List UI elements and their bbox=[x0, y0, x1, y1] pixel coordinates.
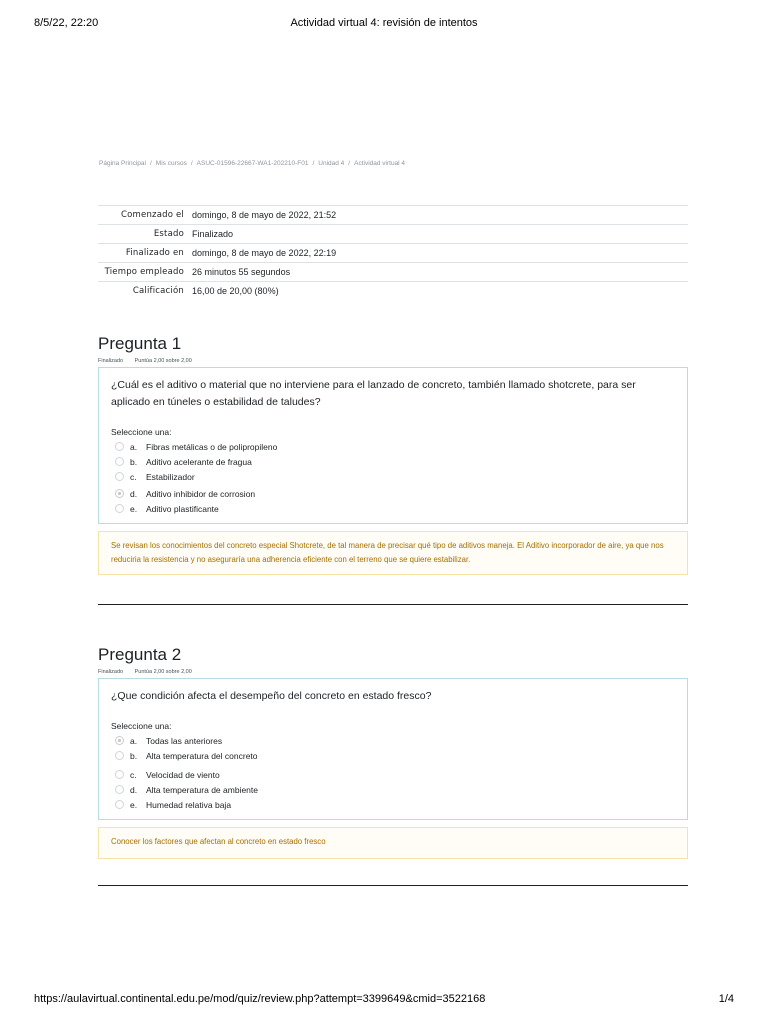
summary-row-time-taken bbox=[98, 263, 688, 282]
answer-prompt: Seleccione una: bbox=[111, 721, 172, 731]
answer-letter: b. bbox=[130, 750, 138, 761]
answer-text: Humedad relativa baja bbox=[146, 799, 232, 810]
question-text: ¿Que condición afecta el desempeño del concreto en estado fresco? bbox=[111, 690, 432, 702]
summary-value: domingo, 8 de mayo de 2022, 21:52 bbox=[192, 210, 337, 220]
answer-letter: d. bbox=[130, 488, 138, 499]
summary-label: Comenzado el bbox=[121, 210, 184, 220]
print-footer bbox=[34, 993, 734, 1007]
radio-button[interactable] bbox=[115, 770, 124, 779]
summary-value: domingo, 8 de mayo de 2022, 22:19 bbox=[192, 248, 337, 258]
breadcrumb-separator: / bbox=[312, 160, 315, 167]
attempt-summary-table bbox=[98, 205, 688, 300]
breadcrumb-activity[interactable]: Actividad virtual 4 bbox=[354, 160, 406, 167]
radio-button[interactable] bbox=[115, 442, 124, 451]
answer-letter: a. bbox=[130, 735, 138, 746]
print-date: 8/5/22, 22:20 bbox=[34, 17, 99, 29]
breadcrumb-separator: / bbox=[190, 160, 193, 167]
answer-option-e[interactable] bbox=[111, 501, 675, 516]
answer-text: Todas las anteriores bbox=[146, 735, 223, 746]
print-header bbox=[34, 17, 734, 31]
question-divider bbox=[98, 885, 688, 886]
summary-row-grade bbox=[98, 282, 688, 301]
answer-letter: a. bbox=[130, 441, 138, 452]
radio-button[interactable] bbox=[115, 800, 124, 809]
answer-text: Aditivo plastificante bbox=[146, 503, 219, 514]
answer-option-b[interactable] bbox=[111, 748, 675, 763]
answer-option-d[interactable] bbox=[111, 782, 675, 797]
print-page-number: 1/4 bbox=[718, 993, 734, 1005]
summary-row-finished bbox=[98, 244, 688, 263]
answer-letter: c. bbox=[130, 769, 137, 780]
summary-label: Calificación bbox=[132, 286, 184, 296]
radio-button[interactable] bbox=[115, 785, 124, 794]
question-status: Finalizado bbox=[98, 669, 124, 675]
answer-text: Velocidad de viento bbox=[146, 769, 220, 780]
answer-text: Alta temperatura de ambiente bbox=[146, 784, 258, 795]
question-content-box bbox=[98, 678, 688, 820]
answer-text: Aditivo inhibidor de corrosion bbox=[146, 488, 256, 499]
answer-letter: e. bbox=[130, 799, 138, 810]
answer-list bbox=[111, 733, 675, 812]
question-text: ¿Cuál es el aditivo o material que no interviene para el lanzado de concreto, también llamado shotcrete, para ser aplicado en túneles o estabilidad de taludes? bbox=[111, 379, 636, 408]
question-divider bbox=[98, 604, 688, 605]
summary-value: 26 minutos 55 segundos bbox=[192, 267, 291, 277]
question-info bbox=[98, 358, 688, 364]
question-score: Puntúa 2,00 sobre 2,00 bbox=[134, 669, 192, 675]
answer-letter: d. bbox=[130, 784, 138, 795]
answer-letter: c. bbox=[130, 471, 137, 482]
general-feedback: Conocer los factores que afectan al concreto en estado fresco bbox=[98, 827, 688, 859]
answer-option-b[interactable] bbox=[111, 454, 675, 469]
breadcrumb-unit[interactable]: Unidad 4 bbox=[318, 160, 345, 167]
answer-letter: e. bbox=[130, 503, 138, 514]
question-content-box bbox=[98, 367, 688, 524]
summary-value: 16,00 de 20,00 (80%) bbox=[192, 286, 279, 296]
summary-label: Estado bbox=[153, 229, 184, 239]
breadcrumb-separator: / bbox=[149, 160, 152, 167]
radio-button[interactable] bbox=[115, 504, 124, 513]
answer-option-e[interactable] bbox=[111, 797, 675, 812]
breadcrumb-course[interactable]: ASUC-01596-22667-WA1-202210-F01 bbox=[196, 160, 309, 167]
answer-text: Aditivo acelerante de fragua bbox=[146, 456, 252, 467]
question-score: Puntúa 2,00 sobre 2,00 bbox=[134, 358, 192, 364]
breadcrumb bbox=[99, 160, 405, 167]
answer-option-c[interactable] bbox=[111, 767, 675, 782]
answer-option-a[interactable] bbox=[111, 733, 675, 748]
answer-list bbox=[111, 439, 675, 516]
question-1 bbox=[98, 334, 688, 575]
answer-text: Alta temperatura del concreto bbox=[146, 750, 258, 761]
radio-button-selected[interactable] bbox=[115, 489, 124, 498]
answer-letter: b. bbox=[130, 456, 138, 467]
answer-prompt: Seleccione una: bbox=[111, 427, 172, 437]
answer-text: Estabilizador bbox=[146, 471, 195, 482]
summary-label: Finalizado en bbox=[125, 248, 184, 258]
radio-button[interactable] bbox=[115, 457, 124, 466]
print-title: Actividad virtual 4: revisión de intentos bbox=[290, 17, 478, 29]
summary-row-started bbox=[98, 206, 688, 225]
question-2 bbox=[98, 645, 688, 859]
radio-button[interactable] bbox=[115, 751, 124, 760]
summary-row-state bbox=[98, 225, 688, 244]
breadcrumb-separator: / bbox=[348, 160, 351, 167]
breadcrumb-my-courses[interactable]: Mis cursos bbox=[155, 160, 187, 167]
answer-option-a[interactable] bbox=[111, 439, 675, 454]
radio-button-selected[interactable] bbox=[115, 736, 124, 745]
radio-button[interactable] bbox=[115, 472, 124, 481]
answer-option-d[interactable] bbox=[111, 486, 675, 501]
question-status: Finalizado bbox=[98, 358, 124, 364]
question-info bbox=[98, 669, 688, 675]
summary-label: Tiempo empleado bbox=[104, 267, 184, 277]
answer-text: Fibras metálicas o de polipropileno bbox=[146, 441, 278, 452]
question-title: Pregunta 2 bbox=[98, 645, 182, 664]
question-title: Pregunta 1 bbox=[98, 334, 182, 353]
breadcrumb-home[interactable]: Página Principal bbox=[99, 160, 146, 167]
answer-option-c[interactable] bbox=[111, 469, 675, 484]
summary-value: Finalizado bbox=[192, 229, 234, 239]
general-feedback: Se revisan los conocimientos del concreto especial Shotcrete, de tal manera de precisar qué tipo de aditivos maneja. El Aditivo incorporador de aire, ya que nos reduciria la resistencia y no aseguraría una adherencia eficiente con el terreno que se quiere estabilizar. bbox=[98, 531, 688, 575]
print-url: https://aulavirtual.continental.edu.pe/mod/quiz/review.php?attempt=3399649&cmid=3522168 bbox=[34, 993, 486, 1005]
